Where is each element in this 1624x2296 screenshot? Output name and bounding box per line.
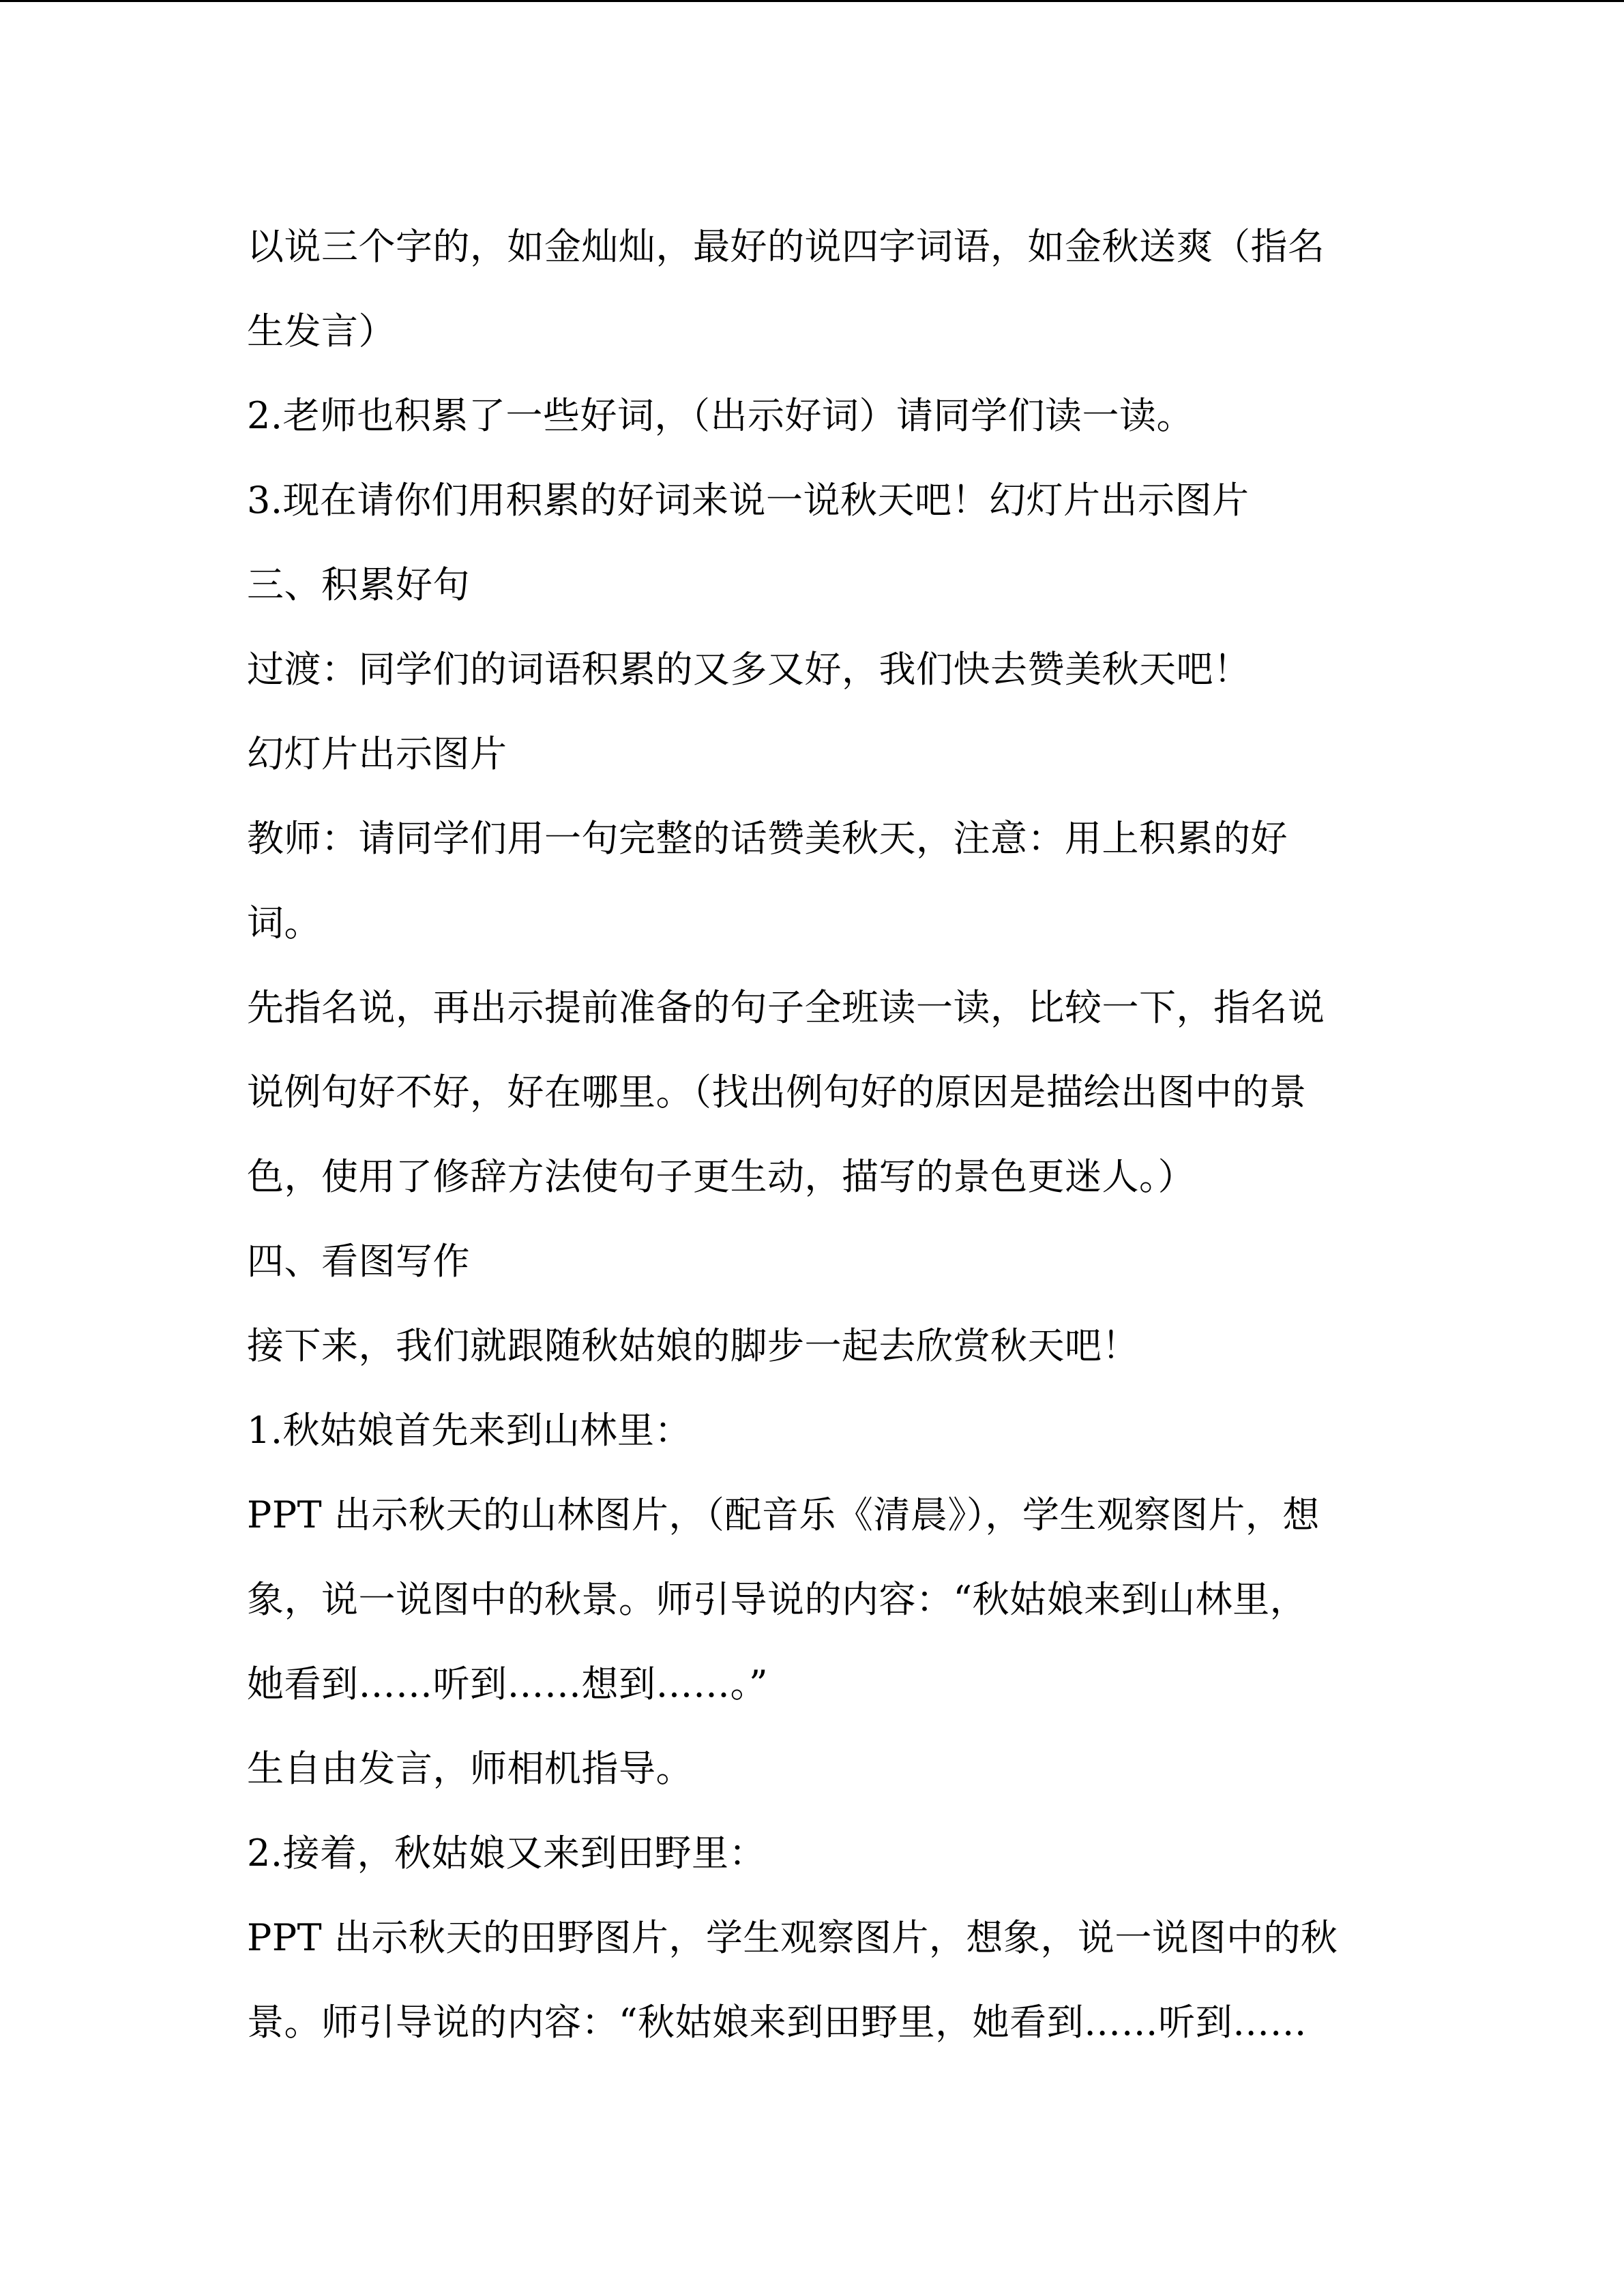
text-line: 3.现在请你们用积累的好词来说一说秋天吧！幻灯片出示图片 [247, 479, 1250, 522]
text-line: 色，使用了修辞方法使句子更生动，描写的景色更迷人。） [247, 1155, 1195, 1198]
text-line: 先指名说，再出示提前准备的句子全班读一读，比较一下，指名说 [247, 986, 1325, 1029]
text-line: 象，说一说图中的秋景。师引导说的内容：“秋姑娘来到山林里， [247, 1578, 1308, 1621]
text-line: PPT 出示秋天的田野图片，学生观察图片，想象，说一说图中的秋 [247, 1916, 1338, 1959]
text-line: 过渡：同学们的词语积累的又多又好，我们快去赞美秋天吧！ [247, 648, 1251, 691]
document-body [247, 205, 1379, 2065]
text-line: 2.接着，秋姑娘又来到田野里： [247, 1832, 767, 1875]
text-line: 景。师引导说的内容：“秋姑娘来到田野里，她看到……听到…… [247, 2001, 1308, 2044]
top-border-line [0, 0, 1624, 2]
section-heading: 三、积累好句 [247, 563, 470, 606]
text-line: 词。 [247, 901, 321, 944]
section-heading: 四、看图写作 [247, 1240, 470, 1283]
text-line: 幻灯片出示图片 [247, 732, 507, 775]
text-line: PPT 出示秋天的山林图片，（配音乐《清晨》），学生观察图片，想 [247, 1493, 1320, 1536]
text-line: 1.秋姑娘首先来到山林里： [247, 1409, 692, 1452]
text-line: 生发言） [247, 310, 396, 353]
text-line: 生自由发言，师相机指导。 [247, 1747, 693, 1790]
text-line: 以说三个字的，如金灿灿，最好的说四字词语，如金秋送爽（指名 [247, 225, 1325, 268]
text-line: 2.老师也积累了一些好词，（出示好词）请同学们读一读。 [247, 394, 1194, 437]
text-line: 接下来，我们就跟随秋姑娘的脚步一起去欣赏秋天吧！ [247, 1324, 1139, 1367]
text-line: 教师：请同学们用一句完整的话赞美秋天，注意：用上积累的好 [247, 817, 1288, 860]
text-line: 说例句好不好，好在哪里。（找出例句好的原因是描绘出图中的景 [247, 1071, 1307, 1114]
text-line: 她看到……听到……想到……。” [247, 1663, 769, 1705]
